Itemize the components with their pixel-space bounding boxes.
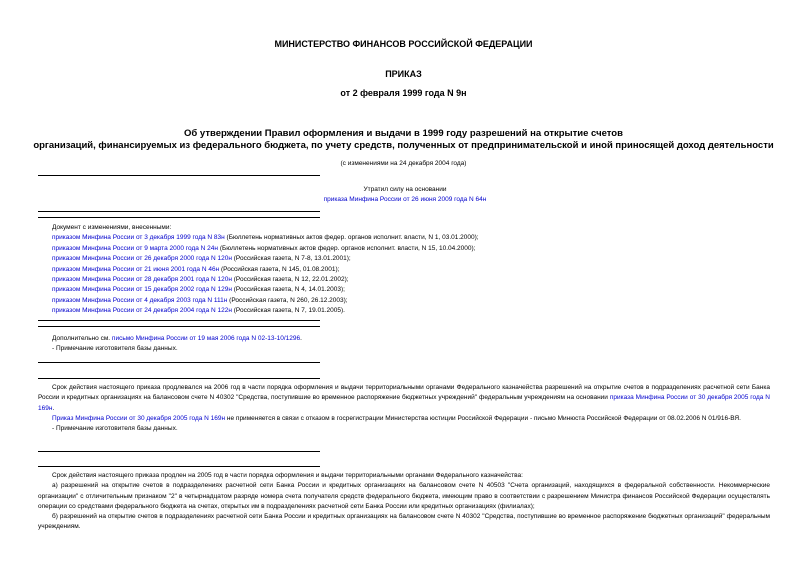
doc-title-line1: Об утверждении Правил оформления и выдачи в 1999 году разрешений на открытие счетов bbox=[184, 128, 623, 139]
order-169n-link[interactable]: Приказ Минфина России от 30 декабря 2005 года N 169н bbox=[52, 414, 226, 422]
amended-note: (с изменениями на 24 декабря 2004 года) bbox=[340, 160, 467, 167]
extension-2006-end: . bbox=[52, 404, 55, 412]
amendment-link[interactable]: приказом Минфина России от 9 марта 2000 года N 24н bbox=[52, 244, 219, 252]
db-note: - Примечание изготовителя базы данных. bbox=[52, 345, 178, 353]
extension-2006-link[interactable]: приказа Минфина России от 30 декабря 2005 года N 169н bbox=[38, 394, 770, 412]
amendment-link[interactable]: приказом Минфина России от 24 декабря 2004 года N 122н bbox=[52, 307, 232, 315]
divider bbox=[38, 320, 320, 321]
amendment-link[interactable]: приказом Минфина России от 28 декабря 2001 года N 120н bbox=[52, 276, 232, 284]
additional-link[interactable]: письмо Минфина России от 19 мая 2006 года N 02-13-10/1296 bbox=[111, 335, 301, 342]
divider bbox=[38, 466, 320, 467]
divider bbox=[38, 451, 320, 452]
amendment-link[interactable]: приказом Минфина России от 26 декабря 2000 года N 120н bbox=[52, 255, 232, 263]
amendment-item bbox=[52, 254, 479, 264]
extension-2005-intro: Срок действия настоящего приказа продлен на 2005 год в части порядка оформления и выдачи территориальными органами Федерального казначейства: bbox=[52, 472, 523, 479]
db-note: - Примечание изготовителя базы данных. bbox=[52, 425, 178, 433]
lost-force-label: Утратил силу на основании bbox=[363, 186, 447, 193]
amendment-item bbox=[52, 275, 479, 285]
amendments-list bbox=[52, 223, 479, 317]
amendment-item bbox=[52, 285, 479, 295]
divider bbox=[38, 326, 320, 327]
additional-suffix: . bbox=[300, 335, 302, 342]
amendment-item bbox=[52, 265, 479, 275]
doc-title-line2: организаций, финансируемых из федерального бюджета, по учету средств, полученных от предпринимательской и иной приносящей доход деятельности bbox=[33, 140, 774, 151]
lost-force-block bbox=[320, 185, 490, 205]
extension-2006-text: Срок действия настоящего приказа продлевался на 2006 год в части порядка оформления и выдачи территориальными органами Федерального казначейства разрешений на открытие счетов в подразделениях расчетной сети Банка России и кредитных организациях на балансовом счете N 40302 "Средства, поступившие во временное распоряжение бюджетных учреждений" федеральным учреждениям на основании bbox=[38, 384, 770, 402]
extension-2005-item-a: а) разрешений на открытие счетов в подразделениях расчетной сети Банка России и кредитных организациях на балансовом счете N 40503 "Счета организаций, находящихся в федеральной собственности. Некоммерческие организации" с отличительным признаком "2" в четырнадцатом разряде номера счета получателя средств федерального бюджета, имеющим право в соответствии с разрешением Министра финансов Российской Федерации осуществлять операции со средствами федерального бюджета на счетах, открытых им в подразделениях расчетной сети Банка России или кредитных организациях (филиалах); bbox=[38, 482, 770, 510]
amendment-source: (Российская газета, N 260, 26.12.2003); bbox=[227, 296, 348, 304]
additional-block bbox=[52, 334, 302, 355]
amendment-source: (Российская газета, N 7, 19.01.2005). bbox=[231, 307, 345, 315]
amendment-link[interactable]: приказом Минфина России от 21 июня 2001 года N 46н bbox=[52, 265, 220, 273]
extension-2006-block bbox=[38, 383, 770, 434]
amendment-source: (Российская газета, N 7-8, 13.01.2001); bbox=[231, 255, 351, 263]
divider bbox=[38, 211, 320, 212]
amendment-source: (Бюллетень нормативных актов федер. органов исполнит. власти, N 1, 03.01.2000); bbox=[224, 234, 479, 242]
amendment-source: (Российская газета, N 12, 22.01.2002); bbox=[231, 276, 349, 284]
additional-prefix: Дополнительно см. bbox=[52, 335, 112, 342]
amendment-link[interactable]: приказом Минфина России от 3 декабря 1999 года N 83н bbox=[52, 234, 225, 242]
ministry-heading: МИНИСТЕРСТВО ФИНАНСОВ РОССИЙСКОЙ ФЕДЕРАЦИИ bbox=[274, 39, 533, 49]
amendment-item bbox=[52, 306, 479, 316]
order-169n-text: не применяется в связи с отказом в госрегистрации Министерства юстиции Российской Федерации - письмо Минюста Российской Федерации от 08.02.2006 N 01/916-ВЯ. bbox=[225, 414, 741, 422]
order-169n-paragraph bbox=[38, 414, 770, 424]
amendment-source: (Бюллетень нормативных актов федер. органов исполнит. власти, N 15, 10.04.2000); bbox=[218, 244, 476, 252]
divider bbox=[38, 362, 320, 363]
divider bbox=[38, 175, 320, 176]
amendment-link[interactable]: приказом Минфина России от 4 декабря 2003 года N 111н bbox=[52, 296, 228, 304]
amendment-source: (Российская газета, N 4, 14.01.2003); bbox=[231, 286, 345, 294]
amendments-heading: Документ с изменениями, внесенными: bbox=[52, 224, 172, 231]
doc-title bbox=[0, 128, 807, 152]
amendment-item bbox=[52, 233, 479, 243]
amendment-item bbox=[52, 296, 479, 306]
extension-2006-paragraph bbox=[38, 383, 770, 414]
divider bbox=[38, 217, 320, 218]
amendment-link[interactable]: приказом Минфина России от 15 декабря 2002 года N 129н bbox=[52, 286, 232, 294]
lost-force-link[interactable]: приказа Минфина России от 26 июня 2009 года N 64н bbox=[323, 196, 487, 203]
doc-type: ПРИКАЗ bbox=[385, 69, 422, 79]
doc-date-number: от 2 февраля 1999 года N 9н bbox=[340, 88, 467, 98]
extension-2005-block bbox=[38, 471, 770, 533]
divider bbox=[38, 378, 320, 379]
additional-line bbox=[52, 334, 302, 344]
amendment-item bbox=[52, 244, 479, 254]
extension-2005-item-b: б) разрешений на открытие счетов в подразделениях расчетной сети Банка России и кредитных организациях на балансовом счете N 40302 "Средства, поступившие во временное распоряжение бюджетных организаций" федеральным учреждениям. bbox=[38, 513, 770, 531]
amendment-source: (Российская газета, N 145, 01.08.2001); bbox=[219, 265, 340, 273]
